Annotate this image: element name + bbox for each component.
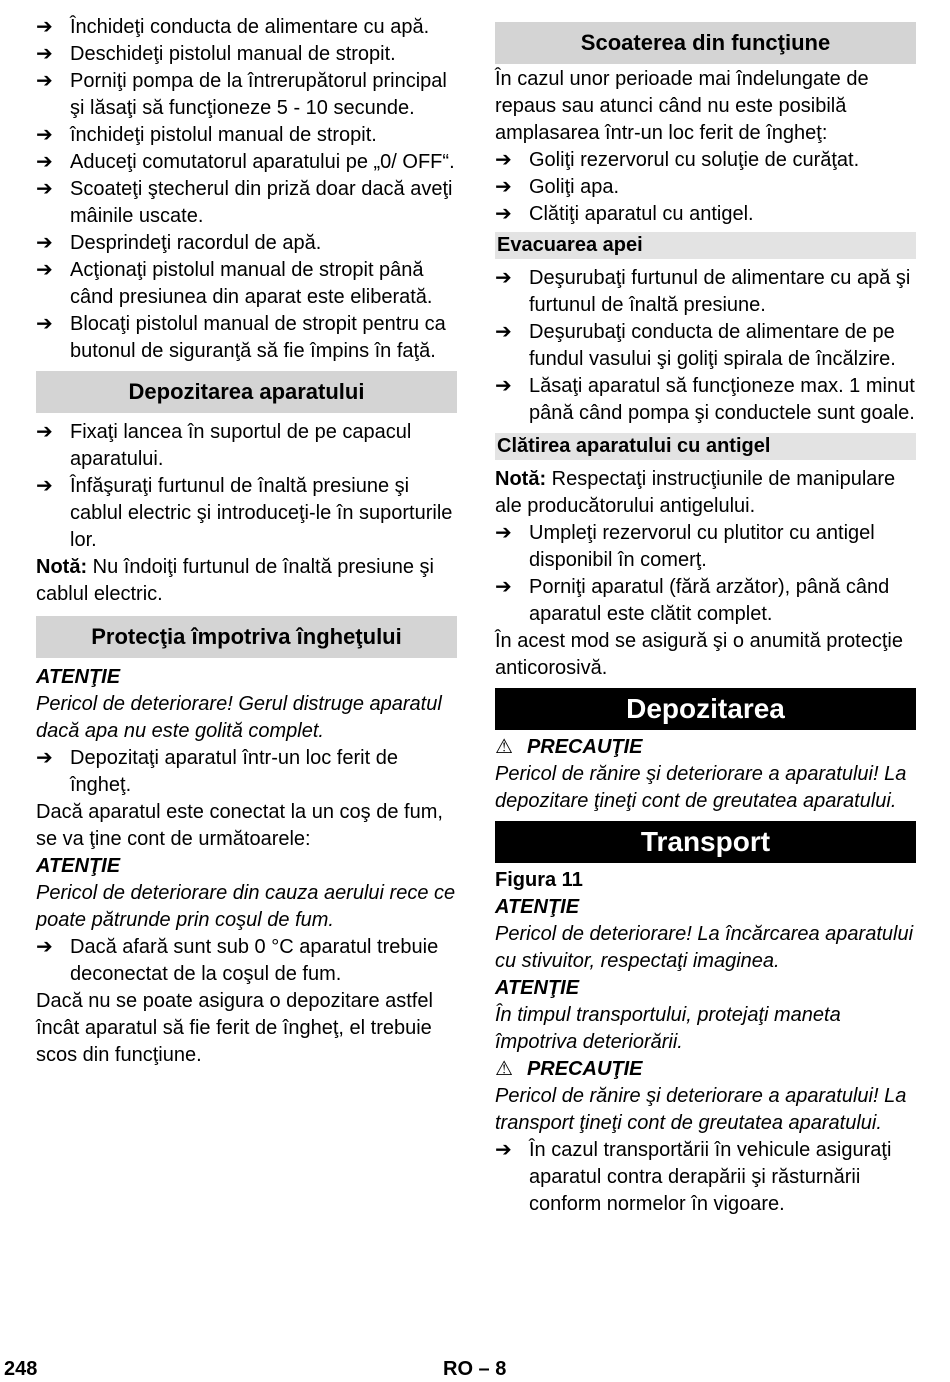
- warning-text: Pericol de rănire şi deteriorare a aparatului! La depozitare ţineţi cont de greutatea aparatului.: [495, 763, 907, 812]
- warning-heading: ATENŢIE: [495, 977, 580, 999]
- list-item: ➔ Desprindeţi racordul de apă.: [36, 230, 457, 257]
- list-item: ➔ Închideţi conducta de alimentare cu apă.: [36, 14, 457, 41]
- bullet-list: [495, 265, 916, 427]
- note-paragraph: [36, 554, 457, 608]
- note-label: Notă:: [36, 556, 88, 578]
- list-item: ➔ Depozitaţi aparatul într-un loc ferit de îngheţ.: [36, 747, 398, 796]
- arrow-right-icon: ➔: [36, 178, 53, 200]
- warning-heading: ATENŢIE: [36, 855, 121, 877]
- list-item: ➔ Deşurubaţi furtunul de alimentare cu apă şi furtunul de înaltă presiune.: [495, 267, 911, 316]
- list-item: ➔ Porniţi pompa de la întrerupătorul principal şi lăsaţi să funcţioneze 5 - 10 secunde.: [36, 70, 447, 119]
- paragraph: În cazul unor perioade mai îndelungate de repaus sau atunci când nu este posibilă amplasarea într-un loc ferit de îngheţ:: [495, 68, 869, 144]
- note-text: Nu îndoiţi furtunul de înaltă presiune şi cablul electric.: [36, 556, 434, 605]
- list-item: ➔ Goliţi apa.: [495, 174, 916, 201]
- list-item: ➔ Clătiţi aparatul cu antigel.: [495, 201, 916, 228]
- arrow-right-icon: ➔: [36, 259, 53, 281]
- list-item: ➔ Deşurubaţi conducta de alimentare de pe fundul vasului şi goliţi spirala de încălzire.: [495, 321, 896, 370]
- list-item: ➔ Porniţi aparatul (fără arzător), până când aparatul este clătit complet.: [495, 576, 890, 625]
- section-heading-storage: Depozitarea aparatului: [36, 371, 457, 413]
- section-heading-storage: Depozitarea: [495, 688, 916, 730]
- arrow-right-icon: ➔: [36, 313, 53, 335]
- list-item: ➔ Deschideţi pistolul manual de stropit.: [36, 41, 457, 68]
- arrow-right-icon: ➔: [495, 1139, 512, 1161]
- list-item: ➔ Acţionaţi pistolul manual de stropit până când presiunea din aparat este eliberată.: [36, 259, 433, 308]
- figure-label: Figura 11: [495, 869, 583, 891]
- warning-text: Pericol de deteriorare! La încărcarea aparatului cu stivuitor, respectaţi imaginea.: [495, 923, 914, 972]
- list-item: ➔ Umpleţi rezervorul cu plutitor cu antigel disponibil în comerţ.: [495, 522, 875, 571]
- arrow-right-icon: ➔: [36, 124, 53, 146]
- warning-text: În timpul transportului, protejaţi maneta împotriva deteriorării.: [495, 1004, 841, 1053]
- warning-triangle-icon: ⚠: [495, 736, 513, 758]
- bullet-list: [495, 147, 916, 228]
- section-page-label: RO – 8: [443, 1358, 507, 1380]
- list-item: ➔ Goliţi rezervorul cu soluţie de curăţat.: [495, 147, 916, 174]
- subheading-drain: Evacuarea apei: [495, 232, 916, 259]
- arrow-right-icon: ➔: [495, 576, 512, 598]
- arrow-right-icon: ➔: [36, 16, 53, 38]
- note-paragraph: [495, 466, 916, 520]
- warning-text: Pericol de deteriorare! Gerul distruge aparatul dacă apa nu este golită complet.: [36, 693, 442, 742]
- arrow-right-icon: ➔: [495, 375, 512, 397]
- warning-text: Pericol de rănire şi deteriorare a aparatului! La transport ţineţi cont de greutatea aparatului.: [495, 1085, 907, 1134]
- list-item: ➔ Blocaţi pistolul manual de stropit pentru ca butonul de siguranţă să fie împins în faţă.: [36, 313, 446, 362]
- bullet-list: [36, 14, 457, 365]
- list-item: ➔ Înfăşuraţi furtunul de înaltă presiune şi cablul electric şi introduceţi-le în suporturile lor.: [36, 475, 453, 551]
- arrow-right-icon: ➔: [36, 747, 53, 769]
- warning-heading: ATENŢIE: [36, 666, 121, 688]
- arrow-right-icon: ➔: [495, 522, 512, 544]
- bullet-list: [36, 419, 457, 554]
- subheading-rinse: Clătirea aparatului cu antigel: [495, 433, 916, 460]
- arrow-right-icon: ➔: [495, 149, 512, 171]
- section-heading-decommission: Scoaterea din funcţiune: [495, 22, 916, 64]
- section-heading-frost: Protecţia împotriva îngheţului: [36, 616, 457, 658]
- caution-heading: ⚠ PRECAUŢIE: [495, 736, 643, 758]
- note-label: Notă:: [495, 468, 547, 490]
- arrow-right-icon: ➔: [36, 70, 53, 92]
- right-column: [495, 22, 916, 1218]
- page-number: 248: [4, 1358, 38, 1380]
- paragraph: Dacă aparatul este conectat la un coş de fum, se va ţine cont de următoarele:: [36, 801, 443, 850]
- arrow-right-icon: ➔: [495, 321, 512, 343]
- arrow-right-icon: ➔: [36, 43, 53, 65]
- warning-triangle-icon: ⚠: [495, 1058, 513, 1080]
- list-item: ➔ Scoateţi ştecherul din priză doar dacă aveţi mâinile uscate.: [36, 178, 453, 227]
- list-item: ➔ Lăsaţi aparatul să funcţioneze max. 1 minut până când pompa şi conductele sunt goale.: [495, 375, 915, 424]
- arrow-right-icon: ➔: [36, 232, 53, 254]
- frost-section: [36, 664, 457, 1069]
- list-item: ➔ Fixaţi lancea în suportul de pe capacul aparatului.: [36, 421, 412, 470]
- list-item: ➔ închideţi pistolul manual de stropit.: [36, 122, 457, 149]
- caution-heading: ⚠ PRECAUŢIE: [495, 1058, 643, 1080]
- arrow-right-icon: ➔: [36, 151, 53, 173]
- arrow-right-icon: ➔: [495, 176, 512, 198]
- list-item: ➔ În cazul transportării în vehicule asiguraţi aparatul contra derapării şi răsturnării conform normelor în vigoare.: [495, 1139, 892, 1215]
- paragraph: În acest mod se asigură şi o anumită protecţie anticorosivă.: [495, 630, 903, 679]
- warning-text: Pericol de deteriorare din cauza aerului rece ce poate pătrunde prin coşul de fum.: [36, 882, 456, 931]
- list-item: ➔ Aduceţi comutatorul aparatului pe „0/ OFF“.: [36, 149, 457, 176]
- arrow-right-icon: ➔: [36, 475, 53, 497]
- paragraph: Dacă nu se poate asigura o depozitare astfel încât aparatul să fie ferit de îngheţ, el trebuie scos din funcţiune.: [36, 990, 433, 1066]
- note-text: Respectaţi instrucţiunile de manipulare ale producătorului antigelului.: [495, 468, 896, 517]
- list-item: ➔ Dacă afară sunt sub 0 °C aparatul trebuie deconectat de la coşul de fum.: [36, 936, 439, 985]
- arrow-right-icon: ➔: [495, 267, 512, 289]
- warning-heading: ATENŢIE: [495, 896, 580, 918]
- arrow-right-icon: ➔: [495, 203, 512, 225]
- left-column: [36, 14, 457, 1069]
- bullet-list: [495, 520, 916, 628]
- section-heading-transport: Transport: [495, 821, 916, 863]
- arrow-right-icon: ➔: [36, 936, 53, 958]
- arrow-right-icon: ➔: [36, 421, 53, 443]
